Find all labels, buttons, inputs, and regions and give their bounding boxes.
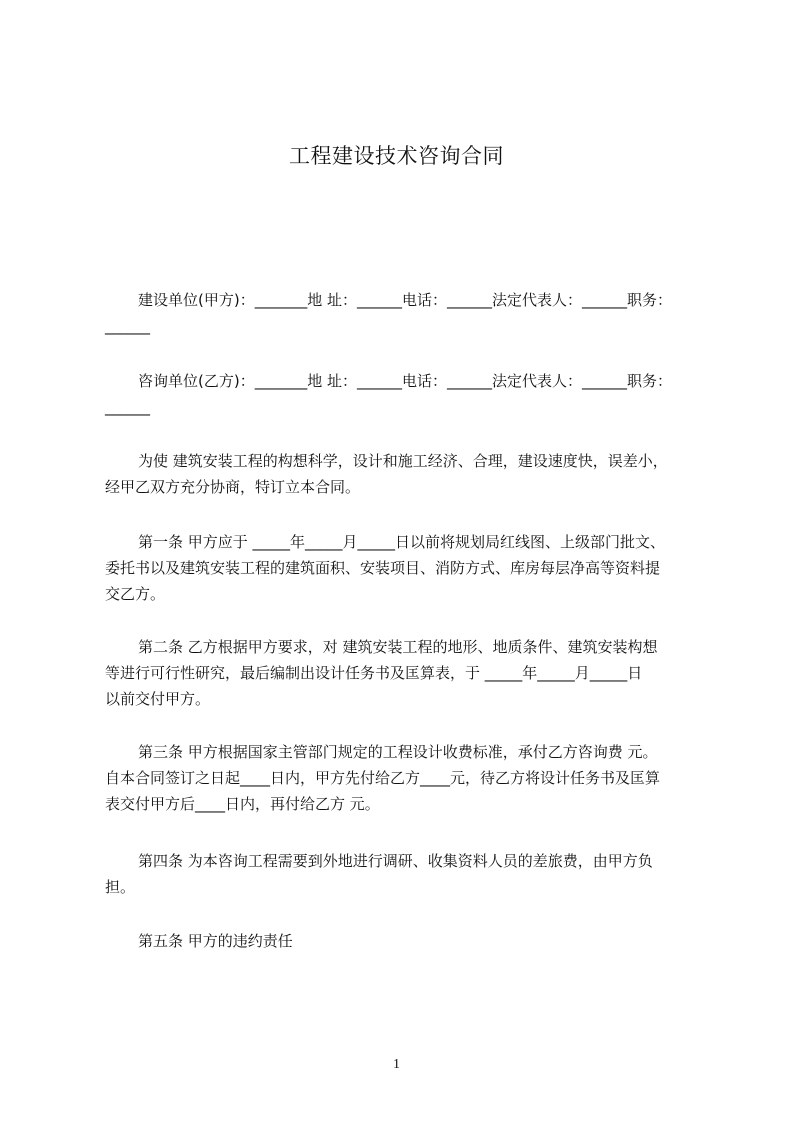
- party-b-paragraph: [105, 368, 705, 420]
- page-number: 1: [393, 1057, 400, 1072]
- article-2-line-1: 第二条 乙方根据甲方要求，对 建筑安装工程的地形、地质条件、建筑安装构想: [138, 638, 658, 656]
- article-5-heading: 第五条 甲方的违约责任: [138, 932, 293, 950]
- document-title: 工程建设技术咨询合同: [289, 144, 504, 168]
- article-1-line-3: 交乙方。: [105, 585, 166, 603]
- preamble-line-2: 经甲乙双方充分协商，特订立本合同。: [105, 478, 361, 496]
- party-a-line-2: ______: [105, 317, 150, 335]
- article-4-paragraph: [105, 848, 705, 900]
- party-b-line-2: ______: [105, 398, 150, 416]
- article-3-line-1: 第三条 甲方根据国家主管部门规定的工程设计收费标准，承付乙方咨询费 元。: [138, 743, 658, 761]
- article-3-paragraph: [105, 739, 705, 817]
- article-3-line-3: 表交付甲方后____日内，再付给乙方 元。: [105, 795, 380, 813]
- article-4-line-2: 担。: [105, 878, 136, 896]
- article-3-line-2: 自本合同签订之日起____日内，甲方先付给乙方____元，待乙方将设计任务书及匡算: [105, 769, 661, 787]
- article-4-line-1: 第四条 为本咨询工程需要到外地进行调研、收集资料人员的差旅费，由甲方负: [138, 852, 653, 870]
- preamble-line-1: 为使 建筑安装工程的构想科学，设计和施工经济、合理，建设速度快，误差小，: [138, 452, 668, 470]
- article-1-line-2: 委托书以及建筑安装工程的建筑面积、安装项目、消防方式、库房每层净高等资料提: [105, 559, 661, 577]
- article-1-line-1: 第一条 甲方应于 _____年_____月_____日以前将规划局红线图、上级部门批文、: [138, 533, 666, 551]
- article-2-line-3: 以前交付甲方。: [105, 690, 211, 708]
- article-2-line-2: 等进行可行性研究，最后编制出设计任务书及匡算表，于 _____年_____月_____日: [105, 664, 643, 682]
- party-b-line-1: 咨询单位(乙方)：_______地 址：______电话：______法定代表人：______职务：: [138, 372, 672, 390]
- article-2-paragraph: [105, 634, 705, 712]
- party-a-paragraph: [105, 287, 705, 339]
- party-a-line-1: 建设单位(甲方)：_______地 址：______电话：______法定代表人：______职务：: [138, 291, 672, 309]
- article-5-paragraph: [105, 928, 705, 954]
- preamble-paragraph: [105, 448, 705, 500]
- article-1-paragraph: [105, 529, 705, 607]
